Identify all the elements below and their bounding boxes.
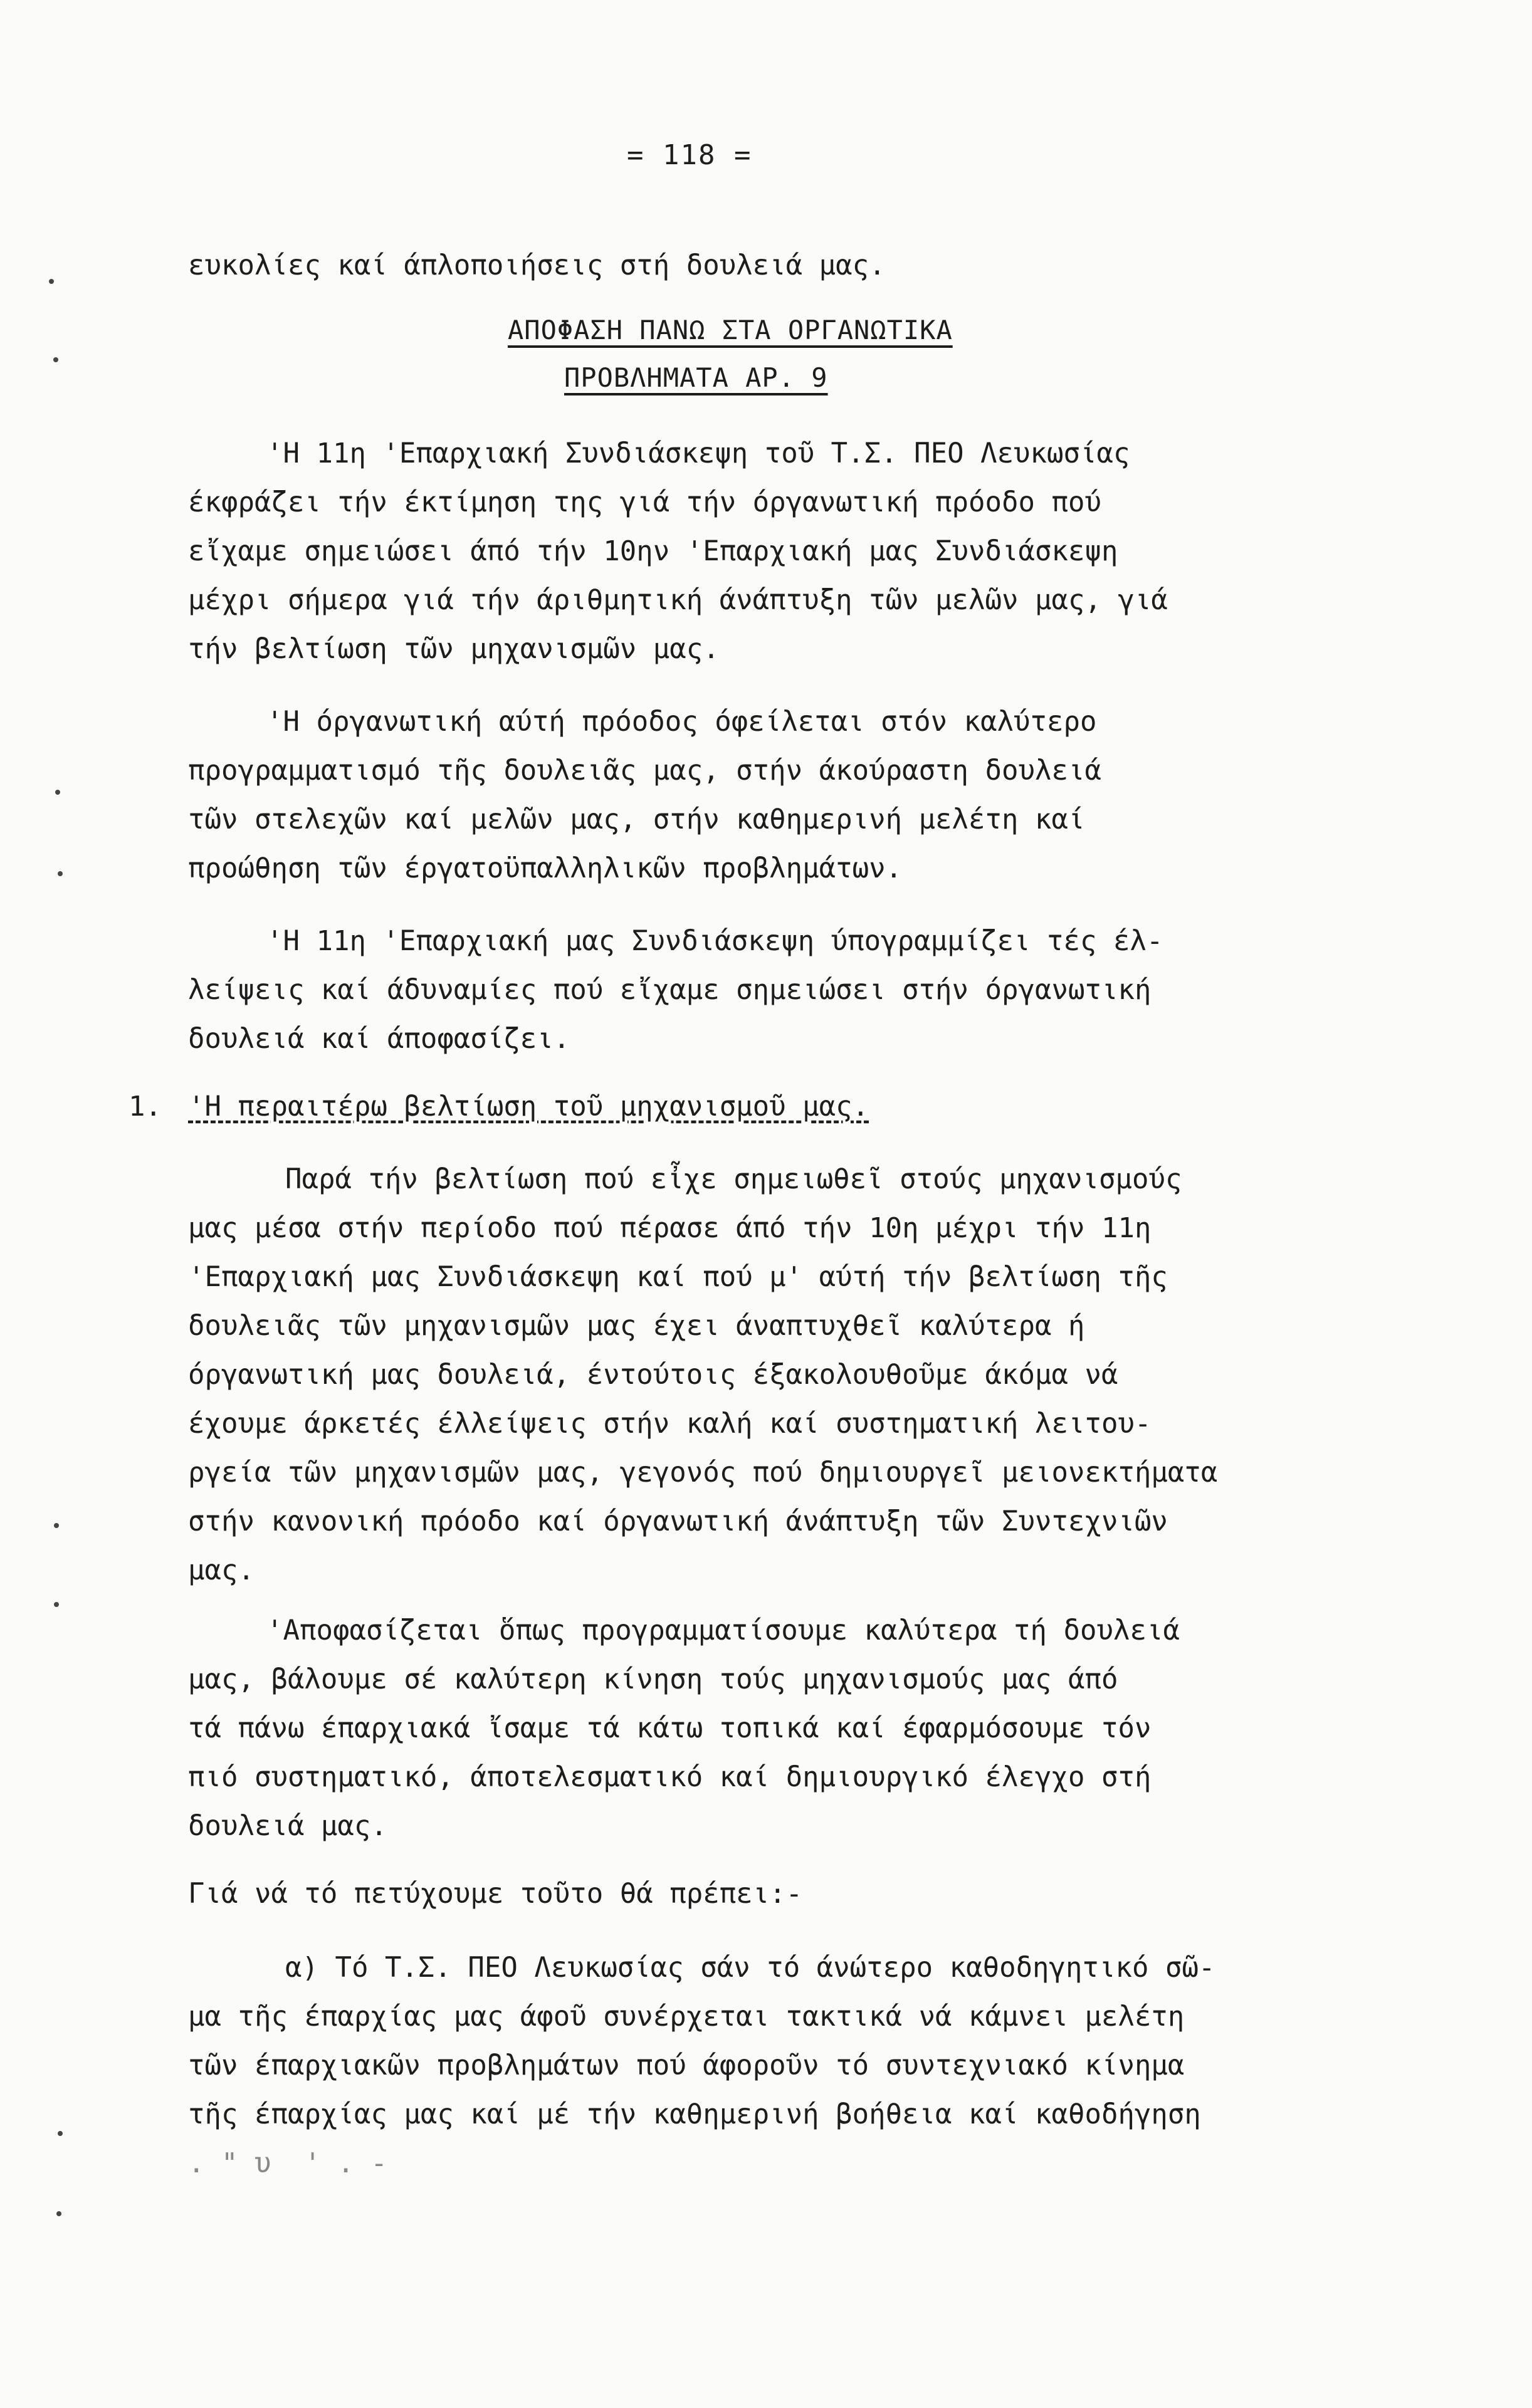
paragraph-1-line: μέχρι σήμερα γιά τήν άριθμητική άνάπτυξη τῶν μελῶν μας, γιά xyxy=(188,584,1168,616)
item-1-paragraph-2-line: πιό συστηματικό, άποτελεσματικό καί δημιουργικό έλεγχο στή xyxy=(188,1761,1152,1793)
item-1-paragraph-2-line: τά πάνω έπαρχιακά ἴσαμε τά κάτω τοπικά καί έφαρμόσουμε τόν xyxy=(188,1712,1152,1744)
item-1-title: 'Η περαιτέρω βελτίωση τοῦ μηχανισμοῦ μας. xyxy=(188,1091,869,1123)
paragraph-2-line: προώθηση τῶν έργατοϋπαλληλικῶν προβλημάτων. xyxy=(188,852,903,884)
item-1-sub-a-line: τῆς έπαρχίας μας καί μέ τήν καθημερινή βοήθεια καί καθοδήγηση xyxy=(188,2098,1201,2130)
item-1-paragraph-1-line: δουλειᾶς τῶν μηχανισμῶν μας έχει άναπτυχθεῖ καλύτερα ή xyxy=(188,1310,1085,1342)
paragraph-1-line: εἴχαμε σημειώσει άπό τήν 10ην 'Επαρχιακή μας Συνδιάσκεψη xyxy=(188,535,1118,567)
item-1-paragraph-2-line: μας, βάλουμε σέ καλύτερη κίνηση τούς μηχανισμούς μας άπό xyxy=(188,1663,1118,1695)
margin-speck xyxy=(55,790,60,795)
paragraph-2-line: προγραμματισμό τῆς δουλειᾶς μας, στήν άκούραστη δουλειά xyxy=(188,755,1101,787)
item-1-paragraph-1-line: Παρά τήν βελτίωση πού εἶχε σημειωθεῖ στούς μηχανισμούς xyxy=(285,1163,1182,1195)
item-1-paragraph-2-line: 'Αποφασίζεται ὅπως προγραμματίσουμε καλύτερα τή δουλειά xyxy=(266,1615,1180,1646)
margin-speck xyxy=(58,871,63,876)
item-1-sub-a-line: α) Τό Τ.Σ. ΠΕΟ Λευκωσίας σάν τό άνώτερο καθοδηγητικό σῶ- xyxy=(285,1952,1215,1984)
margin-speck xyxy=(54,1523,59,1528)
paragraph-3-line: 'Η 11η 'Επαρχιακή μας Συνδιάσκεψη ύπογραμμίζει τές έλ- xyxy=(266,925,1163,957)
item-1-paragraph-1-line: ργεία τῶν μηχανισμῶν μας, γεγονός πού δημιουργεῖ μειονεκτήματα xyxy=(188,1457,1218,1489)
intro-line: ευκολίες καί άπλοποιήσεις στή δουλειά μας. xyxy=(188,249,886,281)
item-1-sub-a-line: . " υ ' . - xyxy=(188,2147,387,2179)
margin-speck xyxy=(49,279,54,284)
margin-speck xyxy=(54,1602,59,1607)
item-1-paragraph-1-line: έχουμε άρκετές έλλείψεις στήν καλή καί συστηματική λειτου- xyxy=(188,1408,1152,1440)
margin-speck xyxy=(58,2131,63,2136)
item-1-sub-a-line: μα τῆς έπαρχίας μας άφοῦ συνέρχεται τακτικά νά κάμνει μελέτη xyxy=(188,2001,1185,2033)
item-1-paragraph-1-line: όργανωτική μας δουλειά, έντούτοις έξακολουθοῦμε άκόμα νά xyxy=(188,1359,1118,1391)
paragraph-2-line: τῶν στελεχῶν καί μελῶν μας, στήν καθημερινή μελέτη καί xyxy=(188,804,1085,835)
item-1-paragraph-2-line: δουλειά μας. xyxy=(188,1810,387,1842)
paragraph-1-line: έκφράζει τήν έκτίμηση της γιά τήν όργανωτική πρόοδο πού xyxy=(188,486,1101,518)
paragraph-3-line: λείψεις καί άδυναμίες πού εἴχαμε σημειώσει στήν όργανωτική xyxy=(188,974,1152,1006)
item-1-paragraph-3-line: Γιά νά τό πετύχουμε τοῦτο θά πρέπει:- xyxy=(188,1878,803,1910)
margin-speck xyxy=(56,2211,61,2216)
item-1-paragraph-1-line: 'Επαρχιακή μας Συνδιάσκεψη καί πού μ' αύτή τήν βελτίωση τῆς xyxy=(188,1261,1168,1293)
decision-heading-line2: ΠΡΟΒΛΗΜΑΤΑ ΑΡ. 9 xyxy=(564,362,828,393)
margin-speck xyxy=(53,357,58,362)
page-number: = 118 = xyxy=(627,139,752,171)
decision-heading-line1: ΑΠΟΦΑΣΗ ΠΑΝΩ ΣΤΑ ΟΡΓΑΝΩΤΙΚΑ xyxy=(508,315,953,345)
item-1-paragraph-1-line: μας μέσα στήν περίοδο πού πέρασε άπό τήν 10η μέχρι τήν 11η xyxy=(188,1212,1152,1244)
paragraph-1-line: 'Η 11η 'Επαρχιακή Συνδιάσκεψη τοῦ Τ.Σ. ΠΕΟ Λευκωσίας xyxy=(266,437,1130,469)
paragraph-2-line: 'Η όργανωτική αύτή πρόοδος όφείλεται στόν καλύτερο xyxy=(266,706,1097,738)
paragraph-3-line: δουλειά καί άποφασίζει. xyxy=(188,1023,570,1055)
item-1-paragraph-1-line: μας. xyxy=(188,1554,254,1586)
paragraph-1-line: τήν βελτίωση τῶν μηχανισμῶν μας. xyxy=(188,633,720,665)
item-1-number: 1. xyxy=(129,1091,162,1123)
item-1-paragraph-1-line: στήν κανονική πρόοδο καί όργανωτική άνάπτυξη τῶν Συντεχνιῶν xyxy=(188,1505,1168,1537)
item-1-sub-a-line: τῶν έπαρχιακῶν προβλημάτων πού άφοροῦν τό συντεχνιακό κίνημα xyxy=(188,2049,1185,2081)
